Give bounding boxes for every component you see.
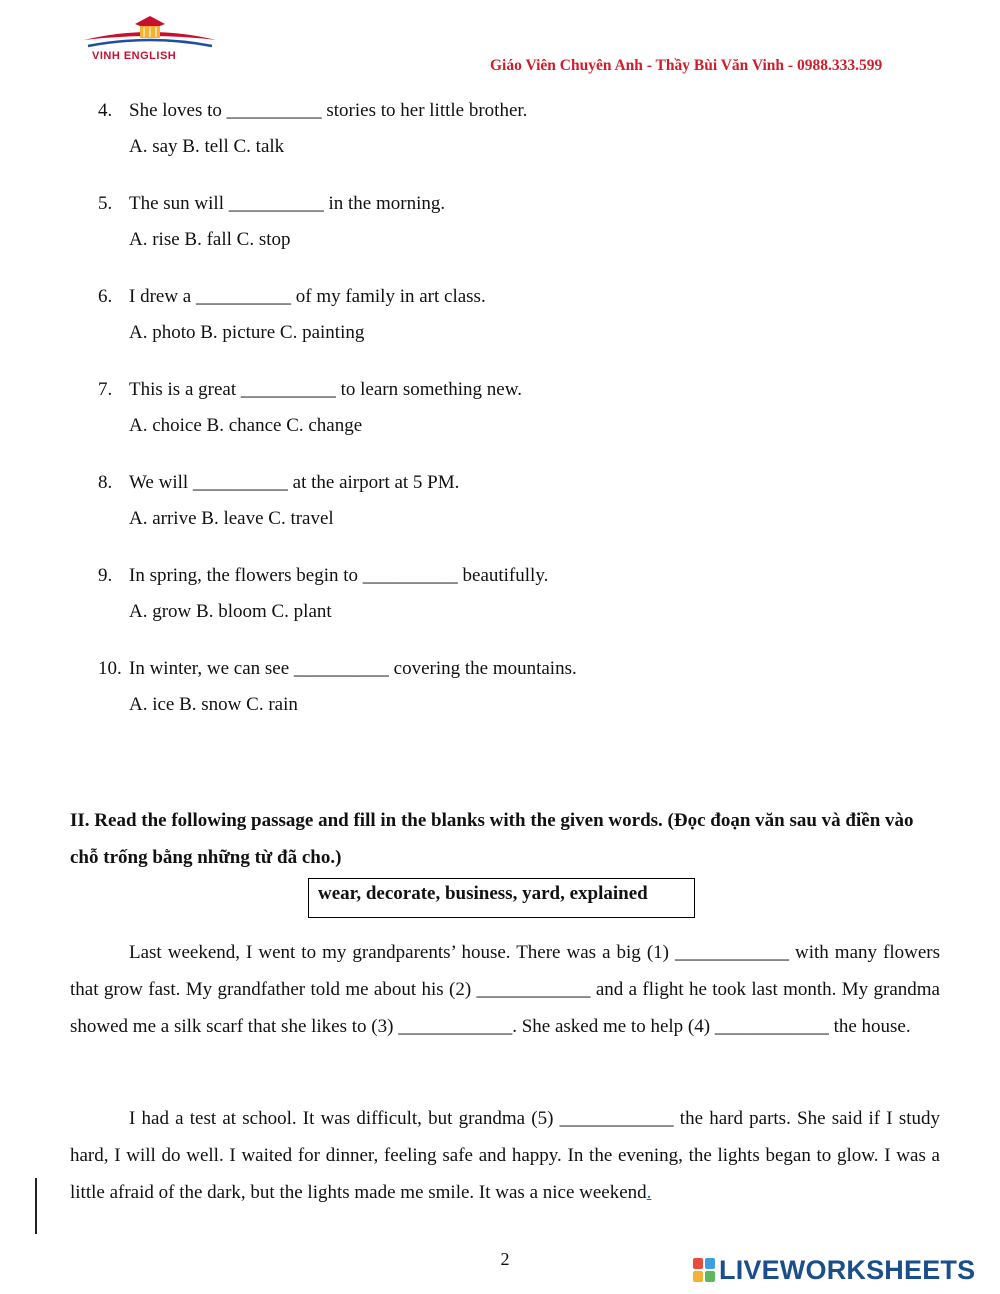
- question-options: A. ice B. snow C. rain: [129, 694, 298, 715]
- question-text: I drew a __________ of my family in art class.: [129, 286, 486, 307]
- liveworksheets-brand[interactable]: [693, 1255, 975, 1285]
- question-number: 4.: [98, 100, 113, 121]
- liveworksheets-icon: [693, 1258, 715, 1282]
- question-item: [98, 283, 958, 376]
- margin-change-bar: [35, 1178, 37, 1234]
- question-item: [98, 376, 958, 469]
- question-options: A. rise B. fall C. stop: [129, 229, 291, 250]
- word-bank-box: wear, decorate, business, yard, explained: [308, 878, 695, 918]
- teacher-contact-line: Giáo Viên Chuyên Anh - Thầy Bùi Văn Vinh - 0988.333.599: [490, 57, 883, 74]
- question-number: 9.: [98, 565, 113, 586]
- question-item: [98, 562, 958, 655]
- question-options: A. choice B. chance C. change: [129, 415, 363, 436]
- passage-paragraph-2: [70, 1100, 940, 1211]
- passage-paragraph-1: Last weekend, I went to my grandparents’ house. There was a big (1) ____________ with many flowers that grow fast. My grandfather told me about his (2) ____________ and a flight he took last month. My grandma showed me a silk scarf that she likes to (3) ____________. She asked me to help (4) ____________ the house.: [70, 942, 940, 1037]
- section-2-title: II. Read the following passage and fill in the blanks with the given words. (Đọc đoạn văn sau và điền vào chỗ trống bằng những từ đã cho.): [70, 810, 914, 868]
- question-options: A. say B. tell C. talk: [129, 136, 285, 157]
- question-options: A. arrive B. leave C. travel: [129, 508, 334, 529]
- question-text: In spring, the flowers begin to __________ beautifully.: [129, 565, 549, 586]
- liveworksheets-text: LIVEWORKSHEETS: [719, 1254, 976, 1285]
- question-text: We will __________ at the airport at 5 PM.: [129, 472, 460, 493]
- question-number: 6.: [98, 286, 113, 307]
- paragraph-end-link[interactable]: .: [646, 1182, 652, 1203]
- question-text: She loves to __________ stories to her little brother.: [129, 100, 528, 121]
- passage-paragraph-2-text: I had a test at school. It was difficult, but grandma (5) ____________ the hard parts. She said if I study hard, I will do well. I waited for dinner, feeling safe and happy. In the evening, the lights began to glow. I was a little afraid of the dark, but the lights made me smile. It was a nice weekend: [70, 1108, 940, 1203]
- question-text: In winter, we can see __________ covering the mountains.: [129, 658, 577, 679]
- logo-text: VINH ENGLISH: [92, 50, 177, 62]
- question-item: [98, 469, 958, 562]
- question-item: [98, 190, 958, 283]
- question-options: A. grow B. bloom C. plant: [129, 601, 332, 622]
- question-text: This is a great __________ to learn something new.: [129, 379, 522, 400]
- question-item: [98, 97, 958, 190]
- question-number: 5.: [98, 193, 113, 214]
- question-item: [98, 655, 958, 748]
- question-text: The sun will __________ in the morning.: [129, 193, 446, 214]
- question-number: 8.: [98, 472, 113, 493]
- question-list: [98, 97, 958, 748]
- question-options: A. photo B. picture C. painting: [129, 322, 365, 343]
- vinh-english-logo: [80, 10, 220, 66]
- question-number: 7.: [98, 379, 113, 400]
- question-number: 10.: [98, 658, 122, 679]
- page-number: 2: [500, 1249, 510, 1269]
